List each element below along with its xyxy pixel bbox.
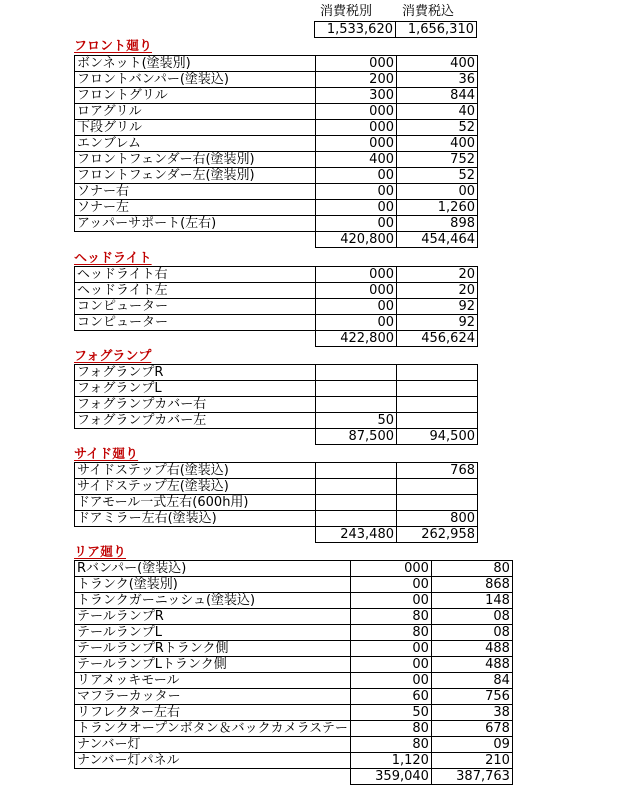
table-row [75, 72, 478, 88]
section-total-row [75, 769, 513, 785]
table-row [75, 511, 478, 527]
header-ex-tax: 消費税別 [320, 4, 373, 19]
table-row [75, 136, 478, 152]
item-price-inc: 38 [431, 705, 512, 721]
item-price-inc [397, 479, 478, 495]
item-price-ex: 50 [316, 413, 397, 429]
grand-total-ex: 1,533,620 [315, 22, 396, 38]
item-price-inc: 80 [431, 561, 512, 577]
item-name: コンピューター [75, 315, 316, 331]
table-row [75, 689, 513, 705]
table-row [75, 657, 513, 673]
table-row [75, 283, 478, 299]
table-row [75, 365, 478, 381]
item-price-inc [397, 381, 478, 397]
table-row [75, 184, 478, 200]
item-price-inc: 400 [397, 136, 478, 152]
item-name: ソナー右 [75, 184, 316, 200]
item-price-ex [316, 365, 397, 381]
section-total-ex: 243,480 [316, 527, 397, 543]
item-price-inc: 678 [431, 721, 512, 737]
item-price-inc: 868 [431, 577, 512, 593]
item-name: リアメッキモール [75, 673, 351, 689]
item-price-ex: 00 [316, 216, 397, 232]
table-row [75, 413, 478, 429]
table-row [75, 673, 513, 689]
table-row [75, 753, 513, 769]
item-price-inc: 40 [397, 104, 478, 120]
section-total-ex: 87,500 [316, 429, 397, 445]
section-total-inc: 456,624 [397, 331, 478, 347]
item-price-inc: 08 [431, 625, 512, 641]
spacer [75, 331, 316, 347]
table-row [75, 104, 478, 120]
item-name: フロントフェンダー左(塗装別) [75, 168, 316, 184]
item-price-ex: 50 [350, 705, 431, 721]
section-title: サイド廻り [74, 447, 139, 462]
section-total-inc: 387,763 [431, 769, 512, 785]
table-row [75, 381, 478, 397]
item-price-inc: 09 [431, 737, 512, 753]
table-row [75, 152, 478, 168]
table-row [75, 705, 513, 721]
section-total-row [75, 527, 478, 543]
spacer [75, 769, 351, 785]
section-title: フロント廻り [74, 39, 153, 54]
spacer [75, 429, 316, 445]
item-name: テールランプRトランク側 [75, 641, 351, 657]
item-name: ドアモール一式左右(600h用) [75, 495, 316, 511]
section-title: リア廻り [74, 545, 127, 560]
table-row [74, 22, 477, 38]
item-price-ex [316, 463, 397, 479]
item-price-ex: 00 [350, 641, 431, 657]
item-price-ex: 000 [316, 283, 397, 299]
item-name: フロントフェンダー右(塗装別) [75, 152, 316, 168]
item-price-inc: 92 [397, 315, 478, 331]
spacer [75, 232, 316, 248]
table-row [75, 397, 478, 413]
item-name: トランクガーニッシュ(塗装込) [75, 593, 351, 609]
item-name: ボンネット(塗装別) [75, 56, 316, 72]
item-name: フォグランプL [75, 381, 316, 397]
table-row [75, 120, 478, 136]
item-price-ex: 00 [316, 299, 397, 315]
item-price-ex: 00 [316, 200, 397, 216]
section-total-inc: 94,500 [397, 429, 478, 445]
header-inc-tax: 消費税込 [402, 4, 455, 19]
section-total-inc: 454,464 [397, 232, 478, 248]
item-price-ex: 00 [350, 577, 431, 593]
item-name: Rバンパー(塗装込) [75, 561, 351, 577]
table-row [75, 593, 513, 609]
item-name: フロントバンパー(塗装込) [75, 72, 316, 88]
item-price-inc: 1,260 [397, 200, 478, 216]
item-price-ex: 000 [316, 104, 397, 120]
section-total-ex: 420,800 [316, 232, 397, 248]
table-row [75, 609, 513, 625]
section-table [74, 364, 478, 445]
item-price-ex: 80 [350, 737, 431, 753]
item-price-ex: 000 [316, 56, 397, 72]
item-name: ヘッドライト右 [75, 267, 316, 283]
item-price-inc: 756 [431, 689, 512, 705]
table-row [75, 56, 478, 72]
item-price-inc: 488 [431, 641, 512, 657]
table-row [75, 463, 478, 479]
section-total-row [75, 232, 478, 248]
item-price-ex: 00 [350, 657, 431, 673]
item-price-ex: 000 [316, 136, 397, 152]
item-price-ex [316, 511, 397, 527]
item-name: テールランプLトランク側 [75, 657, 351, 673]
item-name: ヘッドライト左 [75, 283, 316, 299]
item-price-inc: 92 [397, 299, 478, 315]
item-name: トランクオープンボタン＆バックカメラステー [75, 721, 351, 737]
item-price-ex: 1,120 [350, 753, 431, 769]
item-price-inc: 52 [397, 168, 478, 184]
item-price-ex: 80 [350, 721, 431, 737]
item-price-ex: 00 [316, 315, 397, 331]
item-name: フォグランプカバー左 [75, 413, 316, 429]
item-name: サイドステップ左(塗装込) [75, 479, 316, 495]
item-price-ex: 00 [350, 593, 431, 609]
item-price-inc: 84 [431, 673, 512, 689]
item-name: リフレクター左右 [75, 705, 351, 721]
item-price-inc: 488 [431, 657, 512, 673]
table-row [75, 315, 478, 331]
item-name: エンブレム [75, 136, 316, 152]
item-price-inc [397, 365, 478, 381]
item-price-ex: 00 [350, 673, 431, 689]
item-price-inc [397, 413, 478, 429]
table-row [75, 200, 478, 216]
section-table [74, 55, 478, 248]
table-row [75, 299, 478, 315]
grand-total-inc: 1,656,310 [396, 22, 477, 38]
item-price-inc: 210 [431, 753, 512, 769]
item-price-ex: 200 [316, 72, 397, 88]
item-price-ex: 000 [350, 561, 431, 577]
item-name: フロントグリル [75, 88, 316, 104]
item-price-inc: 52 [397, 120, 478, 136]
item-name: マフラーカッター [75, 689, 351, 705]
item-name: テールランプL [75, 625, 351, 641]
section-total-inc: 262,958 [397, 527, 478, 543]
item-name: テールランプR [75, 609, 351, 625]
item-price-ex: 80 [350, 625, 431, 641]
table-row [75, 625, 513, 641]
item-name: フォグランプカバー右 [75, 397, 316, 413]
item-price-inc [397, 397, 478, 413]
spacer [74, 22, 315, 38]
item-price-inc: 08 [431, 609, 512, 625]
section-table [74, 462, 478, 543]
table-row [75, 216, 478, 232]
item-price-inc: 844 [397, 88, 478, 104]
spacer [75, 527, 316, 543]
item-name: ナンバー灯パネル [75, 753, 351, 769]
item-name: アッパーサポート(左右) [75, 216, 316, 232]
table-row [75, 721, 513, 737]
item-price-ex [316, 397, 397, 413]
item-price-ex: 400 [316, 152, 397, 168]
table-row [75, 479, 478, 495]
item-price-ex: 300 [316, 88, 397, 104]
item-price-ex [316, 479, 397, 495]
item-name: トランク(塗装別) [75, 577, 351, 593]
item-price-inc: 36 [397, 72, 478, 88]
item-price-inc: 800 [397, 511, 478, 527]
item-price-ex: 00 [316, 168, 397, 184]
section-total-ex: 359,040 [350, 769, 431, 785]
item-price-ex: 80 [350, 609, 431, 625]
item-price-inc: 148 [431, 593, 512, 609]
table-row [75, 88, 478, 104]
table-row [75, 168, 478, 184]
item-name: 下段グリル [75, 120, 316, 136]
item-name: ロアグリル [75, 104, 316, 120]
item-name: ナンバー灯 [75, 737, 351, 753]
section-total-row [75, 429, 478, 445]
item-price-inc: 400 [397, 56, 478, 72]
item-price-inc: 20 [397, 267, 478, 283]
item-price-ex: 000 [316, 267, 397, 283]
section-title: ヘッドライト [74, 251, 152, 266]
section-table [74, 266, 478, 347]
item-name: フォグランプR [75, 365, 316, 381]
table-row [75, 267, 478, 283]
item-price-inc [397, 495, 478, 511]
item-name: サイドステップ右(塗装込) [75, 463, 316, 479]
table-row [75, 577, 513, 593]
section-total-ex: 422,800 [316, 331, 397, 347]
item-price-inc: 752 [397, 152, 478, 168]
item-price-ex: 60 [350, 689, 431, 705]
item-price-inc: 898 [397, 216, 478, 232]
item-name: コンピューター [75, 299, 316, 315]
item-price-ex: 00 [316, 184, 397, 200]
section-table [74, 560, 513, 785]
item-name: ソナー左 [75, 200, 316, 216]
grand-total-table [74, 21, 477, 38]
table-row [75, 737, 513, 753]
item-price-inc: 20 [397, 283, 478, 299]
table-row [75, 641, 513, 657]
item-price-ex [316, 381, 397, 397]
item-name: ドアミラー左右(塗装込) [75, 511, 316, 527]
item-price-ex: 000 [316, 120, 397, 136]
item-price-inc: 00 [397, 184, 478, 200]
item-price-inc: 768 [397, 463, 478, 479]
section-total-row [75, 331, 478, 347]
table-row [75, 561, 513, 577]
section-title: フォグランプ [74, 349, 152, 364]
table-row [75, 495, 478, 511]
item-price-ex [316, 495, 397, 511]
